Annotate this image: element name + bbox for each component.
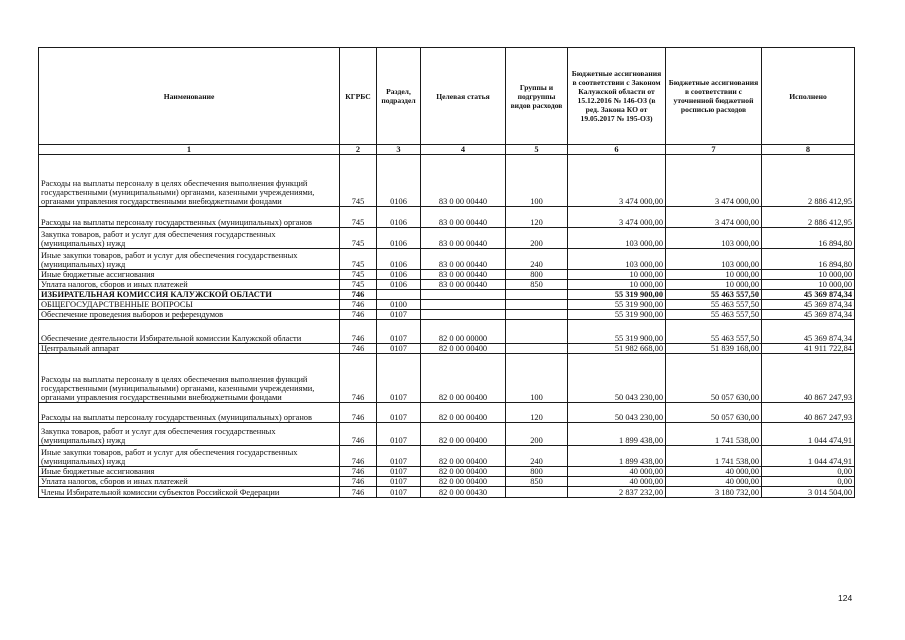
row-expense-group <box>506 310 568 320</box>
row-name: Центральный аппарат <box>39 344 340 354</box>
row-name: Расходы на выплаты персоналу государственных (муниципальных) органов <box>39 403 340 423</box>
row-kgrbs: 746 <box>340 423 377 446</box>
header-budget-law: Бюджетные ассигнования в соответствии с Законом Калужской области от 15.12.2016 № 146-ОЗ (в ред. Закона КО от 19.05.2017 № 195-ОЗ) <box>568 48 666 145</box>
row-section <box>377 290 421 300</box>
row-expense-group: 100 <box>506 155 568 207</box>
row-budget-refined: 3 180 732,00 <box>666 487 762 498</box>
row-budget-law: 51 982 668,00 <box>568 344 666 354</box>
col-num: 4 <box>421 145 506 155</box>
row-name: Расходы на выплаты персоналу в целях обеспечения выполнения функций государственными (муниципальными) органами, казенными учреждениями, органами управления государственными внебюджетными фондами <box>39 354 340 403</box>
row-budget-law: 1 899 438,00 <box>568 423 666 446</box>
table-row <box>39 300 855 310</box>
table-row <box>39 344 855 354</box>
row-section: 0107 <box>377 423 421 446</box>
row-kgrbs: 746 <box>340 290 377 300</box>
table-row <box>39 487 855 498</box>
row-executed: 16 894,80 <box>762 249 855 270</box>
row-name: Уплата налогов, сборов и иных платежей <box>39 280 340 290</box>
row-target-article <box>421 300 506 310</box>
col-num: 7 <box>666 145 762 155</box>
table-row <box>39 423 855 446</box>
row-kgrbs: 746 <box>340 310 377 320</box>
row-budget-refined: 103 000,00 <box>666 228 762 249</box>
row-target-article: 82 0 00 00400 <box>421 446 506 467</box>
row-executed: 10 000,00 <box>762 270 855 280</box>
row-expense-group: 120 <box>506 403 568 423</box>
row-expense-group <box>506 344 568 354</box>
table-row <box>39 354 855 403</box>
row-expense-group: 200 <box>506 228 568 249</box>
row-executed: 41 911 722,84 <box>762 344 855 354</box>
row-expense-group: 800 <box>506 270 568 280</box>
row-section: 0100 <box>377 300 421 310</box>
row-budget-refined: 51 839 168,00 <box>666 344 762 354</box>
row-target-article: 83 0 00 00440 <box>421 249 506 270</box>
row-kgrbs: 746 <box>340 467 377 477</box>
row-kgrbs: 745 <box>340 270 377 280</box>
row-executed: 3 014 504,00 <box>762 487 855 498</box>
row-executed: 10 000,00 <box>762 280 855 290</box>
row-expense-group: 100 <box>506 354 568 403</box>
row-kgrbs: 746 <box>340 320 377 344</box>
table-row <box>39 280 855 290</box>
col-num: 5 <box>506 145 568 155</box>
row-expense-group: 240 <box>506 446 568 467</box>
row-executed: 16 894,80 <box>762 228 855 249</box>
row-executed: 45 369 874,34 <box>762 310 855 320</box>
table-row <box>39 270 855 280</box>
row-name: ОБЩЕГОСУДАРСТВЕННЫЕ ВОПРОСЫ <box>39 300 340 310</box>
table-row <box>39 310 855 320</box>
table-row <box>39 403 855 423</box>
row-executed: 40 867 247,93 <box>762 403 855 423</box>
row-name: Обеспечение проведения выборов и референдумов <box>39 310 340 320</box>
header-kgrbs: КГРБС <box>340 48 377 145</box>
row-target-article: 82 0 00 00000 <box>421 320 506 344</box>
row-budget-law: 40 000,00 <box>568 477 666 487</box>
header-executed: Исполнено <box>762 48 855 145</box>
row-kgrbs: 745 <box>340 207 377 228</box>
row-section: 0107 <box>377 467 421 477</box>
row-executed: 45 369 874,34 <box>762 320 855 344</box>
row-expense-group <box>506 300 568 310</box>
row-target-article: 83 0 00 00440 <box>421 207 506 228</box>
row-expense-group <box>506 487 568 498</box>
row-section: 0106 <box>377 155 421 207</box>
row-kgrbs: 746 <box>340 477 377 487</box>
table-row <box>39 446 855 467</box>
column-number-row <box>39 145 855 155</box>
row-section: 0106 <box>377 280 421 290</box>
row-expense-group <box>506 290 568 300</box>
table-row <box>39 228 855 249</box>
row-kgrbs: 745 <box>340 249 377 270</box>
row-target-article: 82 0 00 00430 <box>421 487 506 498</box>
row-budget-refined: 50 057 630,00 <box>666 403 762 423</box>
row-name: Расходы на выплаты персоналу в целях обеспечения выполнения функций государственными (муниципальными) органами, казенными учреждениями, органами управления государственными внебюджетными фондами <box>39 155 340 207</box>
row-expense-group: 240 <box>506 249 568 270</box>
row-budget-refined: 40 000,00 <box>666 477 762 487</box>
row-target-article: 82 0 00 00400 <box>421 423 506 446</box>
row-expense-group: 850 <box>506 280 568 290</box>
row-budget-refined: 55 463 557,50 <box>666 290 762 300</box>
row-kgrbs: 746 <box>340 446 377 467</box>
row-target-article: 82 0 00 00400 <box>421 467 506 477</box>
row-budget-law: 55 319 900,00 <box>568 320 666 344</box>
row-name: Закупка товаров, работ и услуг для обеспечения государственных (муниципальных) нужд <box>39 423 340 446</box>
row-expense-group: 850 <box>506 477 568 487</box>
row-budget-law: 40 000,00 <box>568 467 666 477</box>
row-budget-refined: 55 463 557,50 <box>666 300 762 310</box>
row-section: 0107 <box>377 487 421 498</box>
row-budget-law: 55 319 900,00 <box>568 300 666 310</box>
row-target-article: 83 0 00 00440 <box>421 270 506 280</box>
row-name: Иные бюджетные ассигнования <box>39 467 340 477</box>
row-budget-law: 2 837 232,00 <box>568 487 666 498</box>
header-section: Раздел, подраздел <box>377 48 421 145</box>
col-num: 8 <box>762 145 855 155</box>
row-budget-refined: 40 000,00 <box>666 467 762 477</box>
row-budget-law: 103 000,00 <box>568 228 666 249</box>
row-kgrbs: 746 <box>340 354 377 403</box>
row-name: Закупка товаров, работ и услуг для обеспечения государственных (муниципальных) нужд <box>39 228 340 249</box>
row-budget-law: 55 319 900,00 <box>568 290 666 300</box>
row-target-article: 82 0 00 00400 <box>421 344 506 354</box>
row-section: 0106 <box>377 270 421 280</box>
header-target: Целевая статья <box>421 48 506 145</box>
row-kgrbs: 746 <box>340 344 377 354</box>
row-budget-law: 10 000,00 <box>568 270 666 280</box>
row-budget-refined: 1 741 538,00 <box>666 446 762 467</box>
row-target-article: 83 0 00 00440 <box>421 280 506 290</box>
row-name: Члены Избирательной комиссии субъектов Российской Федерации <box>39 487 340 498</box>
row-executed: 2 886 412,95 <box>762 155 855 207</box>
row-budget-law: 55 319 900,00 <box>568 310 666 320</box>
row-name: Иные закупки товаров, работ и услуг для обеспечения государственных (муниципальных) нужд <box>39 446 340 467</box>
row-section: 0107 <box>377 354 421 403</box>
row-budget-refined: 55 463 557,50 <box>666 320 762 344</box>
row-budget-refined: 10 000,00 <box>666 280 762 290</box>
row-target-article: 82 0 00 00400 <box>421 477 506 487</box>
table-row <box>39 207 855 228</box>
row-budget-law: 1 899 438,00 <box>568 446 666 467</box>
row-budget-refined: 3 474 000,00 <box>666 155 762 207</box>
header-name: Наименование <box>39 48 340 145</box>
row-section: 0107 <box>377 320 421 344</box>
row-target-article <box>421 290 506 300</box>
row-budget-law: 50 043 230,00 <box>568 403 666 423</box>
row-expense-group: 800 <box>506 467 568 477</box>
row-name: Уплата налогов, сборов и иных платежей <box>39 477 340 487</box>
row-kgrbs: 745 <box>340 155 377 207</box>
row-kgrbs: 745 <box>340 228 377 249</box>
header-row <box>39 48 855 145</box>
row-budget-law: 50 043 230,00 <box>568 354 666 403</box>
budget-document <box>38 47 854 498</box>
row-section: 0107 <box>377 403 421 423</box>
row-executed: 2 886 412,95 <box>762 207 855 228</box>
row-section: 0107 <box>377 310 421 320</box>
row-expense-group: 120 <box>506 207 568 228</box>
row-executed: 0,00 <box>762 467 855 477</box>
budget-table <box>38 47 855 498</box>
col-num: 1 <box>39 145 340 155</box>
row-budget-refined: 10 000,00 <box>666 270 762 280</box>
row-section: 0106 <box>377 249 421 270</box>
row-name: Иные закупки товаров, работ и услуг для обеспечения государственных (муниципальных) нужд <box>39 249 340 270</box>
table-row <box>39 249 855 270</box>
col-num: 3 <box>377 145 421 155</box>
row-budget-refined: 50 057 630,00 <box>666 354 762 403</box>
header-groups: Группы и подгруппы видов расходов <box>506 48 568 145</box>
row-kgrbs: 746 <box>340 487 377 498</box>
row-budget-law: 3 474 000,00 <box>568 207 666 228</box>
row-name: Обеспечение деятельности Избирательной комиссии Калужской области <box>39 320 340 344</box>
row-executed: 1 044 474,91 <box>762 446 855 467</box>
row-budget-law: 10 000,00 <box>568 280 666 290</box>
table-row <box>39 477 855 487</box>
row-budget-refined: 3 474 000,00 <box>666 207 762 228</box>
row-executed: 0,00 <box>762 477 855 487</box>
col-num: 2 <box>340 145 377 155</box>
row-kgrbs: 746 <box>340 403 377 423</box>
row-executed: 1 044 474,91 <box>762 423 855 446</box>
row-budget-refined: 1 741 538,00 <box>666 423 762 446</box>
page-number: 124 <box>838 593 853 603</box>
col-num: 6 <box>568 145 666 155</box>
row-executed: 45 369 874,34 <box>762 300 855 310</box>
row-name: Расходы на выплаты персоналу государственных (муниципальных) органов <box>39 207 340 228</box>
table-row <box>39 290 855 300</box>
row-section: 0106 <box>377 228 421 249</box>
table-row <box>39 155 855 207</box>
row-kgrbs: 745 <box>340 280 377 290</box>
row-target-article: 82 0 00 00400 <box>421 354 506 403</box>
row-budget-refined: 103 000,00 <box>666 249 762 270</box>
row-kgrbs: 746 <box>340 300 377 310</box>
row-target-article <box>421 310 506 320</box>
row-expense-group <box>506 320 568 344</box>
table-row <box>39 467 855 477</box>
table-row <box>39 320 855 344</box>
row-target-article: 82 0 00 00400 <box>421 403 506 423</box>
row-name: ИЗБИРАТЕЛЬНАЯ КОМИССИЯ КАЛУЖСКОЙ ОБЛАСТИ <box>39 290 340 300</box>
row-budget-refined: 55 463 557,50 <box>666 310 762 320</box>
row-executed: 45 369 874,34 <box>762 290 855 300</box>
header-budget-refined: Бюджетные ассигнования в соответствии с уточненной бюджетной росписью расходов <box>666 48 762 145</box>
row-expense-group: 200 <box>506 423 568 446</box>
row-section: 0107 <box>377 344 421 354</box>
row-section: 0106 <box>377 207 421 228</box>
row-target-article: 83 0 00 00440 <box>421 228 506 249</box>
row-target-article: 83 0 00 00440 <box>421 155 506 207</box>
row-section: 0107 <box>377 446 421 467</box>
row-name: Иные бюджетные ассигнования <box>39 270 340 280</box>
row-executed: 40 867 247,93 <box>762 354 855 403</box>
row-section: 0107 <box>377 477 421 487</box>
row-budget-law: 103 000,00 <box>568 249 666 270</box>
row-budget-law: 3 474 000,00 <box>568 155 666 207</box>
